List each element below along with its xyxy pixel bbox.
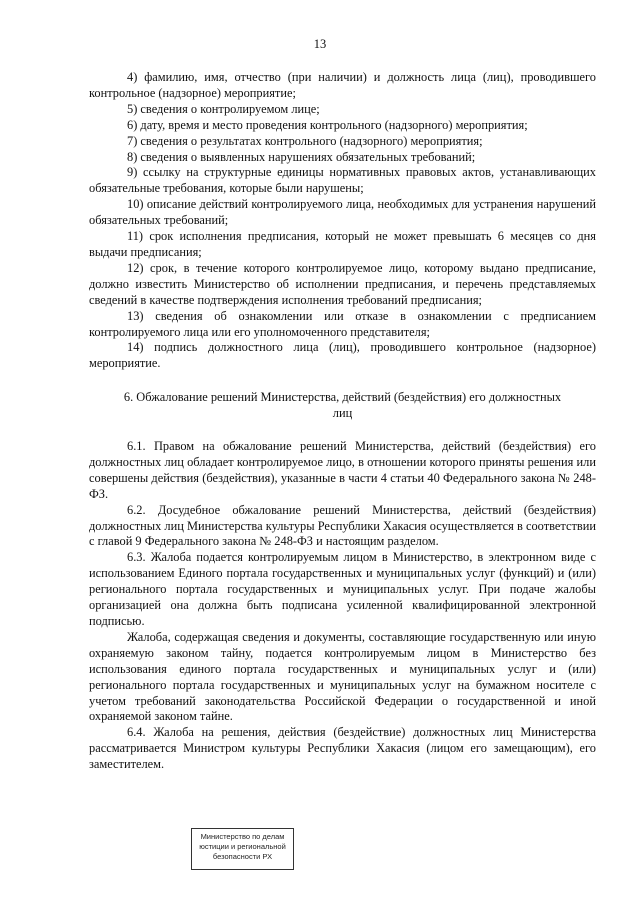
list-item: 4) фамилию, имя, отчество (при наличии) и должность лица (лиц), проводившего контрольное (надзорное) мероприятие; bbox=[89, 70, 596, 100]
stamp-line: безопасности РХ bbox=[212, 852, 273, 861]
list-item: 14) подпись должностного лица (лиц), проводившего контрольное (надзорное) мероприятие. bbox=[89, 340, 596, 371]
list-item: 9) ссылку на структурные единицы нормативных правовых актов, устанавливающих обязательные требования, которые были нарушены; bbox=[89, 165, 596, 196]
list-item: 8) сведения о выявленных нарушениях обязательных требований; bbox=[127, 149, 476, 164]
list-item: 12) срок, в течение которого контролируемое лицо, которому выдано предписание, должно известить Министерство об исполнении предписания, и перечень представляемых сведений в качестве подтверждения исполнения требований предписания; bbox=[89, 260, 596, 307]
paragraph: 6.1. Правом на обжалование решений Министерства, действий (бездействия) его должностных лиц обладает контролируемое лицо, в отношении которого приняты решения или совершены действия (бездействия), указанные в части 4 статьи 40 Федерального закона № 248-ФЗ. bbox=[89, 439, 596, 501]
paragraph: 6.2. Досудебное обжалование решений Министерства, действий (бездействия) должностных лиц Министерства культуры Республики Хакасия осуществляется в соответствии с главой 9 Федерального закона № 248-ФЗ и настоящим разделом. bbox=[89, 502, 596, 549]
paragraph: 6.3. Жалоба подается контролируемым лицом в Министерство, в электронном виде с использованием Единого портала государственных и муниципальных услуг (функций) и (или) регионального портала государственных и муниципальных услуг. При подаче жалобы организацией она должна быть подписана усиленной квалифицированной электронной подписью. bbox=[89, 550, 596, 628]
registration-stamp bbox=[191, 828, 294, 870]
list-item: 5) сведения о контролируемом лице; bbox=[127, 101, 320, 116]
stamp-line: Министерство по делам bbox=[200, 832, 285, 841]
paragraph: Жалоба, содержащая сведения и документы, составляющие государственную или иную охраняемую законом тайну, подается контролируемым лицом в Министерство без использования единого портала государственных и муниципальных услуг и (или) регионального портала государственных и муниципальных услуг на бумажном носителе с учетом требований законодательства Российской Федерации о государственной и иной охраняемой законом тайне. bbox=[89, 629, 596, 724]
document-body bbox=[89, 70, 596, 773]
list-item: 13) сведения об ознакомлении или отказе в ознакомлении с предписанием контролируемого лица или его уполномоченного представителя; bbox=[89, 308, 596, 339]
list-item: 10) описание действий контролируемого лица, необходимых для устранения нарушений обязательных требований; bbox=[89, 197, 596, 228]
list-item: 6) дату, время и место проведения контрольного (надзорного) мероприятия; bbox=[127, 117, 528, 132]
section-heading: 6. Обжалование решений Министерства, действий (бездействия) его должностных лиц bbox=[123, 390, 562, 421]
list-item: 7) сведения о результатах контрольного (надзорного) мероприятия; bbox=[127, 133, 483, 148]
list-item: 11) срок исполнения предписания, который не может превышать 6 месяцев со дня выдачи предписания; bbox=[89, 229, 596, 259]
paragraph: 6.4. Жалоба на решения, действия (бездействие) должностных лиц Министерства рассматривается Министром культуры Республики Хакасия (лицом его замещающим), его заместителем. bbox=[89, 725, 596, 772]
requirements-list bbox=[89, 70, 596, 372]
stamp-line: юстиции и региональной bbox=[199, 842, 286, 851]
section-body bbox=[89, 439, 596, 773]
page-number: 13 bbox=[313, 37, 327, 51]
